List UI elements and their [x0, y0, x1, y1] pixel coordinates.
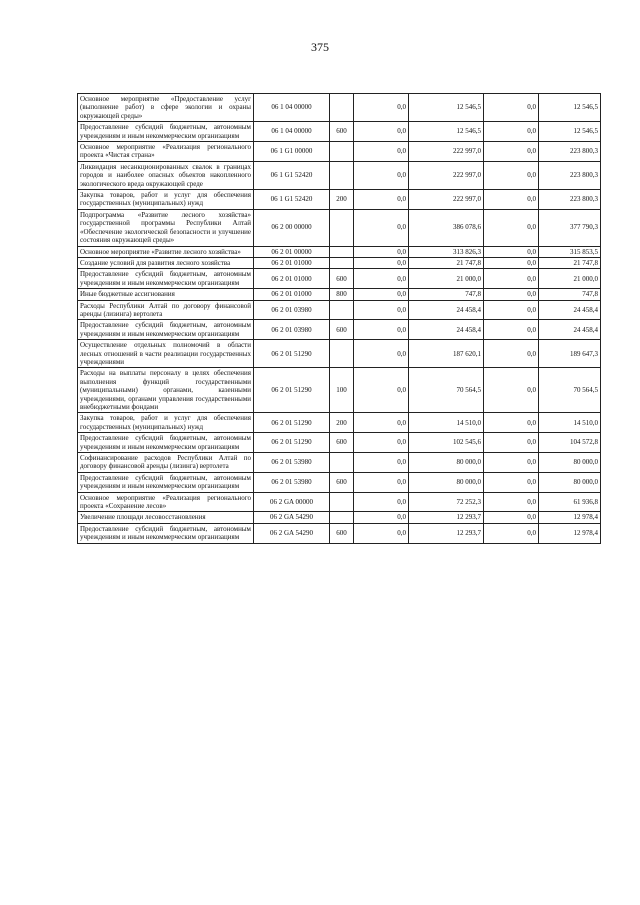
row-value-3: 0,0	[484, 269, 539, 289]
row-value-1: 0,0	[354, 492, 409, 512]
row-value-1: 0,0	[354, 289, 409, 300]
row-code: 06 2 01 51290	[254, 433, 330, 453]
row-value-2: 24 458,4	[409, 320, 484, 340]
table-row	[78, 300, 601, 320]
row-value-1: 0,0	[354, 413, 409, 433]
table-row	[78, 209, 601, 246]
row-value-4: 12 978,4	[539, 512, 601, 523]
table-row	[78, 492, 601, 512]
table-row	[78, 433, 601, 453]
row-code: 06 1 G1 00000	[254, 142, 330, 162]
row-code: 06 2 01 03980	[254, 320, 330, 340]
row-value-4: 747,8	[539, 289, 601, 300]
row-value-2: 14 510,0	[409, 413, 484, 433]
row-expense-type	[330, 161, 354, 189]
row-code: 06 2 01 01000	[254, 257, 330, 268]
row-value-2: 80 000,0	[409, 453, 484, 473]
row-expense-type: 800	[330, 289, 354, 300]
row-value-3: 0,0	[484, 246, 539, 257]
row-name: Ликвидация несанкционированных свалок в границах городов и наиболее опасных объектов накопленного экологического вреда окружающей среде	[78, 161, 254, 189]
row-value-3: 0,0	[484, 300, 539, 320]
row-expense-type	[330, 300, 354, 320]
table-body	[78, 94, 601, 544]
row-code: 06 2 GA 54290	[254, 523, 330, 543]
row-value-3: 0,0	[484, 453, 539, 473]
row-name: Создание условий для развития лесного хозяйства	[78, 257, 254, 268]
row-value-2: 12 546,5	[409, 94, 484, 122]
row-code: 06 2 01 53980	[254, 472, 330, 492]
row-name: Основное мероприятие «Реализация регионального проекта «Сохранение лесов»	[78, 492, 254, 512]
row-value-1: 0,0	[354, 512, 409, 523]
row-value-4: 80 000,0	[539, 453, 601, 473]
row-value-3: 0,0	[484, 433, 539, 453]
row-expense-type	[330, 453, 354, 473]
row-name: Осуществление отдельных полномочий в области лесных отношений в части реализации государственных учреждениями	[78, 340, 254, 368]
row-value-1: 0,0	[354, 209, 409, 246]
row-value-3: 0,0	[484, 289, 539, 300]
table-row	[78, 289, 601, 300]
row-value-1: 0,0	[354, 142, 409, 162]
row-name: Расходы на выплаты персоналу в целях обеспечения выполнения функций государственными (муниципальными) органами, казенными учреждениями, органами управления государственными внебюджетными фондами	[78, 368, 254, 413]
row-expense-type: 200	[330, 413, 354, 433]
table-row	[78, 453, 601, 473]
row-value-2: 24 458,4	[409, 300, 484, 320]
table-row	[78, 523, 601, 543]
row-value-1: 0,0	[354, 433, 409, 453]
row-name: Предоставление субсидий бюджетным, автономным учреждениям и иным некоммерческим организациям	[78, 122, 254, 142]
row-value-1: 0,0	[354, 122, 409, 142]
row-name: Расходы Республики Алтай по договору финансовой аренды (лизинга) вертолета	[78, 300, 254, 320]
table-row	[78, 257, 601, 268]
row-value-3: 0,0	[484, 368, 539, 413]
row-value-3: 0,0	[484, 122, 539, 142]
table-row	[78, 340, 601, 368]
row-value-4: 189 647,3	[539, 340, 601, 368]
row-value-4: 80 000,0	[539, 472, 601, 492]
row-name: Софинансирование расходов Республики Алтай по договору финансовой аренды (лизинга) вертолета	[78, 453, 254, 473]
row-value-3: 0,0	[484, 257, 539, 268]
row-value-3: 0,0	[484, 523, 539, 543]
table-row	[78, 122, 601, 142]
table-row	[78, 413, 601, 433]
row-code: 06 2 GA 00000	[254, 492, 330, 512]
table-row	[78, 190, 601, 210]
row-value-1: 0,0	[354, 269, 409, 289]
row-code: 06 2 01 03980	[254, 300, 330, 320]
row-value-1: 0,0	[354, 257, 409, 268]
row-code: 06 2 01 51290	[254, 340, 330, 368]
row-code: 06 2 01 53980	[254, 453, 330, 473]
row-value-1: 0,0	[354, 94, 409, 122]
row-name: Основное мероприятие «Реализация регионального проекта «Чистая страна»	[78, 142, 254, 162]
row-name: Предоставление субсидий бюджетным, автономным учреждениям и иным некоммерческим организациям	[78, 269, 254, 289]
row-expense-type: 600	[330, 523, 354, 543]
row-name: Подпрограмма «Развитие лесного хозяйства» государственной программы Республики Алтай «Обеспечение экологической безопасности и улучшение состояния окружающей среды»	[78, 209, 254, 246]
row-value-1: 0,0	[354, 320, 409, 340]
row-value-2: 222 997,0	[409, 142, 484, 162]
row-expense-type: 100	[330, 368, 354, 413]
row-name: Закупка товаров, работ и услуг для обеспечения государственных (муниципальных) нужд	[78, 190, 254, 210]
row-expense-type	[330, 209, 354, 246]
row-value-4: 104 572,8	[539, 433, 601, 453]
row-value-4: 21 747,8	[539, 257, 601, 268]
row-value-2: 12 293,7	[409, 512, 484, 523]
row-value-4: 223 800,3	[539, 161, 601, 189]
row-value-3: 0,0	[484, 209, 539, 246]
row-value-2: 12 546,5	[409, 122, 484, 142]
row-code: 06 1 G1 52420	[254, 161, 330, 189]
row-value-3: 0,0	[484, 190, 539, 210]
row-code: 06 2 01 51290	[254, 368, 330, 413]
row-value-4: 70 564,5	[539, 368, 601, 413]
row-expense-type	[330, 142, 354, 162]
row-value-3: 0,0	[484, 340, 539, 368]
row-value-4: 14 510,0	[539, 413, 601, 433]
row-value-4: 12 978,4	[539, 523, 601, 543]
row-value-1: 0,0	[354, 300, 409, 320]
row-code: 06 2 01 00000	[254, 246, 330, 257]
row-value-2: 70 564,5	[409, 368, 484, 413]
table-row	[78, 94, 601, 122]
table-row	[78, 368, 601, 413]
row-expense-type	[330, 340, 354, 368]
row-value-4: 223 800,3	[539, 190, 601, 210]
row-expense-type: 600	[330, 472, 354, 492]
row-name: Основное мероприятие «Предоставление услуг (выполнение работ) в сфере экологии и охраны окружающей среды»	[78, 94, 254, 122]
row-value-2: 313 826,3	[409, 246, 484, 257]
row-code: 06 1 04 00000	[254, 122, 330, 142]
row-name: Предоставление субсидий бюджетным, автономным учреждениям и иным некоммерческим организациям	[78, 472, 254, 492]
row-value-4: 377 790,3	[539, 209, 601, 246]
table-row	[78, 246, 601, 257]
table-row	[78, 472, 601, 492]
row-value-3: 0,0	[484, 320, 539, 340]
page-number: 375	[311, 40, 329, 54]
row-value-1: 0,0	[354, 523, 409, 543]
row-value-3: 0,0	[484, 161, 539, 189]
row-value-1: 0,0	[354, 340, 409, 368]
row-value-2: 747,8	[409, 289, 484, 300]
row-value-1: 0,0	[354, 161, 409, 189]
row-code: 06 2 GA 54290	[254, 512, 330, 523]
row-value-4: 24 458,4	[539, 300, 601, 320]
row-value-4: 61 936,8	[539, 492, 601, 512]
row-expense-type	[330, 257, 354, 268]
row-value-3: 0,0	[484, 94, 539, 122]
row-value-2: 72 252,3	[409, 492, 484, 512]
row-code: 06 2 01 01000	[254, 289, 330, 300]
row-value-2: 80 000,0	[409, 472, 484, 492]
row-value-4: 12 546,5	[539, 94, 601, 122]
row-value-3: 0,0	[484, 472, 539, 492]
row-value-1: 0,0	[354, 472, 409, 492]
row-value-1: 0,0	[354, 190, 409, 210]
table-row	[78, 269, 601, 289]
row-value-2: 21 000,0	[409, 269, 484, 289]
row-expense-type	[330, 246, 354, 257]
row-value-1: 0,0	[354, 453, 409, 473]
table-row	[78, 320, 601, 340]
row-value-3: 0,0	[484, 492, 539, 512]
row-value-1: 0,0	[354, 368, 409, 413]
table-row	[78, 161, 601, 189]
row-name: Увеличение площади лесовосстановления	[78, 512, 254, 523]
row-value-2: 102 545,6	[409, 433, 484, 453]
row-code: 06 2 00 00000	[254, 209, 330, 246]
row-value-3: 0,0	[484, 512, 539, 523]
row-value-1: 0,0	[354, 246, 409, 257]
row-code: 06 1 G1 52420	[254, 190, 330, 210]
row-code: 06 2 01 01000	[254, 269, 330, 289]
table-row	[78, 142, 601, 162]
row-expense-type: 200	[330, 190, 354, 210]
row-name: Основное мероприятие «Развитие лесного хозяйства»	[78, 246, 254, 257]
row-code: 06 1 04 00000	[254, 94, 330, 122]
row-value-2: 187 620,1	[409, 340, 484, 368]
row-name: Иные бюджетные ассигнования	[78, 289, 254, 300]
row-expense-type: 600	[330, 269, 354, 289]
row-value-4: 24 458,4	[539, 320, 601, 340]
row-expense-type	[330, 94, 354, 122]
row-value-4: 12 546,5	[539, 122, 601, 142]
row-expense-type: 600	[330, 433, 354, 453]
row-value-4: 315 853,5	[539, 246, 601, 257]
row-name: Предоставление субсидий бюджетным, автономным учреждениям и иным некоммерческим организациям	[78, 433, 254, 453]
table-row	[78, 512, 601, 523]
row-expense-type	[330, 492, 354, 512]
row-value-2: 21 747,8	[409, 257, 484, 268]
row-code: 06 2 01 51290	[254, 413, 330, 433]
row-value-3: 0,0	[484, 413, 539, 433]
row-expense-type: 600	[330, 122, 354, 142]
row-value-2: 12 293,7	[409, 523, 484, 543]
row-value-2: 222 997,0	[409, 161, 484, 189]
row-value-4: 223 800,3	[539, 142, 601, 162]
row-expense-type: 600	[330, 320, 354, 340]
row-value-3: 0,0	[484, 142, 539, 162]
budget-table	[77, 93, 601, 544]
row-name: Предоставление субсидий бюджетным, автономным учреждениям и иным некоммерческим организациям	[78, 320, 254, 340]
row-value-2: 222 997,0	[409, 190, 484, 210]
row-value-4: 21 000,0	[539, 269, 601, 289]
row-name: Закупка товаров, работ и услуг для обеспечения государственных (муниципальных) нужд	[78, 413, 254, 433]
row-name: Предоставление субсидий бюджетным, автономным учреждениям и иным некоммерческим организациям	[78, 523, 254, 543]
row-value-2: 386 078,6	[409, 209, 484, 246]
row-expense-type	[330, 512, 354, 523]
